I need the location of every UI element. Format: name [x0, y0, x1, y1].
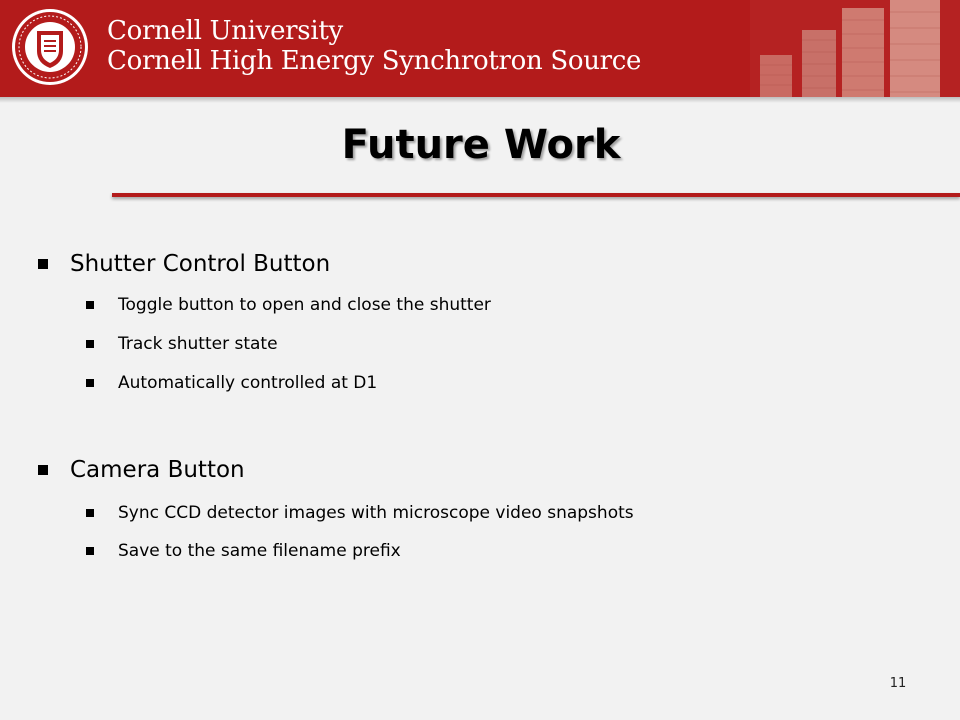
bullet-square-icon [86, 301, 94, 309]
sub-bullet [86, 541, 401, 561]
sub-bullet [86, 295, 491, 315]
sub-bullet-text: Track shutter state [118, 334, 278, 354]
bullet-shutter-control [38, 251, 330, 277]
bullet-camera [38, 457, 245, 483]
sub-bullet-text: Toggle button to open and close the shutter [118, 295, 491, 315]
bullet-square-icon [86, 379, 94, 387]
university-name: Cornell University [107, 16, 343, 46]
page-number: 11 [889, 676, 907, 691]
silo-towers-image [750, 0, 960, 97]
cornell-seal-icon [10, 7, 90, 87]
bullet-square-icon [38, 259, 48, 269]
sub-bullet [86, 334, 278, 354]
header-shadow [0, 97, 960, 103]
facility-name: Cornell High Energy Synchrotron Source [107, 46, 642, 76]
sub-bullet [86, 373, 377, 393]
bullet-square-icon [38, 465, 48, 475]
bullet-square-icon [86, 340, 94, 348]
slide-title: Future Work [341, 122, 621, 168]
sub-bullet [86, 503, 634, 523]
sub-bullet-text: Sync CCD detector images with microscope video snapshots [118, 503, 634, 523]
bullet-square-icon [86, 547, 94, 555]
bullet-text: Shutter Control Button [70, 251, 331, 277]
slide-header-banner [0, 0, 960, 97]
sub-bullet-text: Save to the same filename prefix [118, 541, 401, 561]
bullet-square-icon [86, 509, 94, 517]
bullet-text: Camera Button [70, 457, 245, 483]
sub-bullet-text: Automatically controlled at D1 [118, 373, 378, 393]
title-divider [112, 193, 960, 197]
